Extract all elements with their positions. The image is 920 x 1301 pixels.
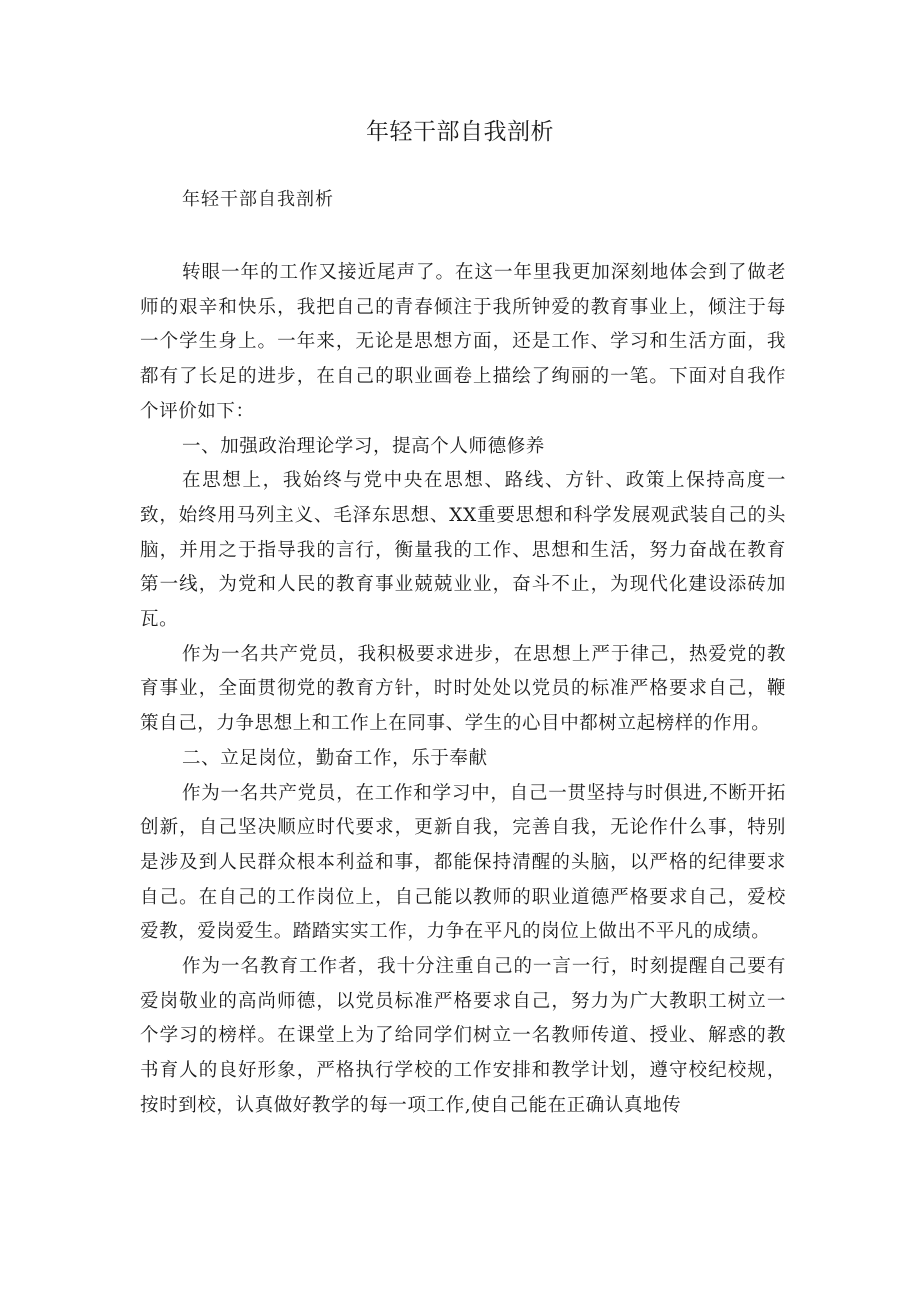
document-subtitle: 年轻干部自我剖析: [182, 189, 334, 210]
intro-paragraph: 转眼一年的工作又接近尾声了。在这一年里我更加深刻地体会到了做老师的艰辛和快乐，我把自己的青春倾注于我所钟爱的教育事业上，倾注于每一个学生身上。一年来，无论是思想方面，还是工作、学习和生活方面，我都有了长足的进步，在自己的职业画卷上描绘了绚丽的一笔。下面对自我作个评价如下：: [140, 262, 786, 422]
section-2-heading: 二、立足岗位，勤奋工作，乐于奉献: [182, 747, 488, 769]
section-2-paragraph-2: 作为一名教育工作者，我十分注重自己的一言一行，时刻提醒自己要有爱岗敬业的高尚师德，以党员标准严格要求自己，努力为广大教职工树立一个学习的榜样。在课堂上为了给同学们树立一名教师传道、授业、解惑的教书育人的良好形象，严格执行学校的工作安排和教学计划，遵守校纪校规，按时到校，认真做好教学的每一项工作,使自己能在正确认真地传: [140, 956, 786, 1116]
section-2-paragraph-1: 作为一名共产党员，在工作和学习中，自己一贯坚持与时俱进,不断开拓创新，自己坚决顺应时代要求，更新自我，完善自我，无论作什么事，特别是涉及到人民群众根本利益和事，都能保持清醒的头脑，以严格的纪律要求自己。在自己的工作岗位上，自己能以教师的职业道德严格要求自己，爱校爱教，爱岗爱生。踏踏实实工作，力争在平凡的岗位上做出不平凡的成绩。: [140, 782, 786, 943]
document-title: 年轻干部自我剖析: [366, 119, 554, 145]
section-1-heading: 一、加强政治理论学习，提高个人师德修养: [182, 435, 545, 457]
document-body: [140, 182, 786, 1124]
section-1-paragraph-1: 在思想上，我始终与党中央在思想、路线、方针、政策上保持高度一致，始终用马列主义、毛泽东思想、XX重要思想和科学发展观武装自己的头脑，并用之于指导我的言行，衡量我的工作、思想和生活，努力奋战在教育第一线，为党和人民的教育事业兢兢业业，奋斗不止，为现代化建设添砖加瓦。: [140, 470, 786, 631]
section-1-paragraph-2: 作为一名共产党员，我积极要求进步，在思想上严于律己，热爱党的教育事业，全面贯彻党的教育方针，时时处处以党员的标准严格要求自己，鞭策自己，力争思想上和工作上在同事、学生的心目中都树立起榜样的作用。: [140, 643, 786, 735]
